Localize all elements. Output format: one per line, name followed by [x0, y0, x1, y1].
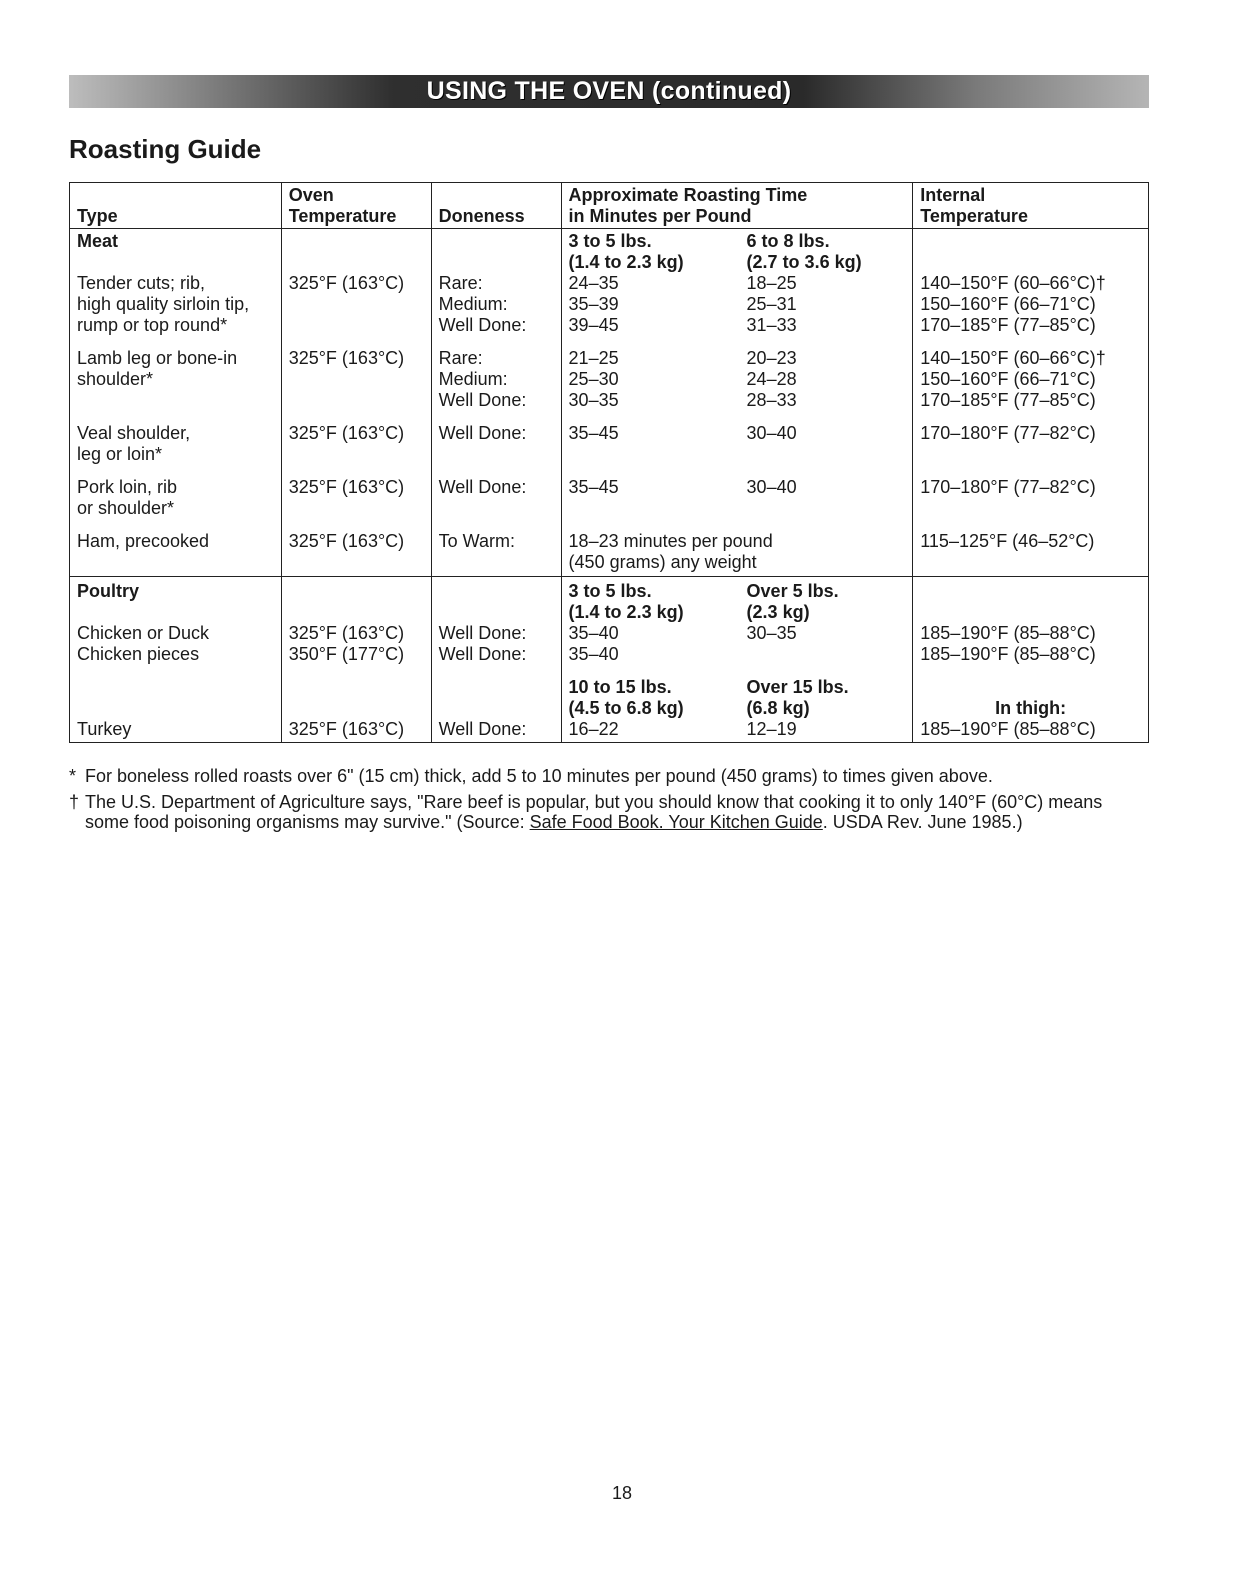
table-row: Poultry 3 to 5 lbs. Over 5 lbs. (1.4 to 2.3 kg) (2.3 kg) [70, 577, 1149, 624]
footnotes [69, 766, 1149, 838]
footnote-dagger: † The U.S. Department of Agriculture says, "Rare beef is popular, but you should know that cooking it to only 140°F (60°C) means some food poisoning organisms may survive." (Source: Safe Food Book. Your Kitchen Guide. USDA Rev. June 1985.) [69, 792, 1103, 832]
table-row: Pork loin, rib or shoulder* 325°F (163°C) Well Done: 35–45 30–40 170–180°F (77–82°C) [70, 465, 1149, 519]
meat-label: Meat [77, 231, 119, 251]
table-row: Ham, precooked 325°F (163°C) To Warm: 18–23 minutes per pound (450 grams) any weight 115–125°F (46–52°C) [70, 519, 1149, 577]
table-row: Lamb leg or bone-in shoulder* 325°F (163°C) Rare: Medium: Well Done: 21–25 20–23 25–30 24–28 30–35 28–33 140–150°F (60–66°C)† 150–160°F (66–71°C) 170–185°F (77–85°C) [70, 336, 1149, 411]
source-title: Safe Food Book. Your Kitchen Guide [529, 812, 823, 832]
turkey-weight-header: 10 to 15 lbs. Over 15 lbs. [568, 677, 849, 697]
page-number: 18 [611, 1483, 633, 1503]
header-roasting-time: Approximate Roasting Time in Minutes per Pound [561, 183, 913, 229]
table-row: 10 to 15 lbs. Over 15 lbs. (4.5 to 6.8 kg) (6.8 kg) In thigh: [70, 665, 1149, 719]
roasting-guide-table [69, 182, 1149, 743]
table-row: Chicken pieces 350°F (177°C) Well Done: 35–40 185–190°F (85–88°C) [70, 644, 1149, 665]
header-oven-temperature: Oven Temperature [281, 183, 431, 229]
header-type: Type [70, 183, 282, 229]
meat-weight-header: 3 to 5 lbs. 6 to 8 lbs. [568, 231, 830, 251]
header-doneness: Doneness [431, 183, 561, 229]
table-header-row [70, 183, 1149, 229]
poultry-weight-header: 3 to 5 lbs. Over 5 lbs. [568, 581, 839, 601]
table-row: Turkey 325°F (163°C) Well Done: 16–22 12–19 185–190°F (85–88°C) [70, 719, 1149, 743]
table-row: Veal shoulder, leg or loin* 325°F (163°C) Well Done: 35–45 30–40 170–180°F (77–82°C) [70, 411, 1149, 465]
banner-title: USING THE OVEN (continued) [426, 77, 792, 105]
table-row: Chicken or Duck 325°F (163°C) Well Done: 35–40 30–35 185–190°F (85–88°C) [70, 623, 1149, 644]
table-row: Meat 3 to 5 lbs. 6 to 8 lbs. (1.4 to 2.3 kg) (2.7 to 3.6 kg) [70, 229, 1149, 274]
page-title: Roasting Guide [69, 134, 262, 164]
section-banner [69, 75, 1149, 108]
table-row: Tender cuts; rib, high quality sirloin tip, rump or top round* 325°F (163°C) Rare: Medium: Well Done: 24–35 18–25 35–39 25–31 39–45 31–33 140–150°F (60–66°C)† 150–160°F (66–71°C) 170–185°F (77–85°C) [70, 273, 1149, 336]
header-internal-temperature: Internal Temperature [913, 183, 1149, 229]
poultry-label: Poultry [77, 581, 140, 601]
footnote-asterisk: * For boneless rolled roasts over 6" (15 cm) thick, add 5 to 10 minutes per pound (450 grams) to times given above. [69, 766, 993, 786]
